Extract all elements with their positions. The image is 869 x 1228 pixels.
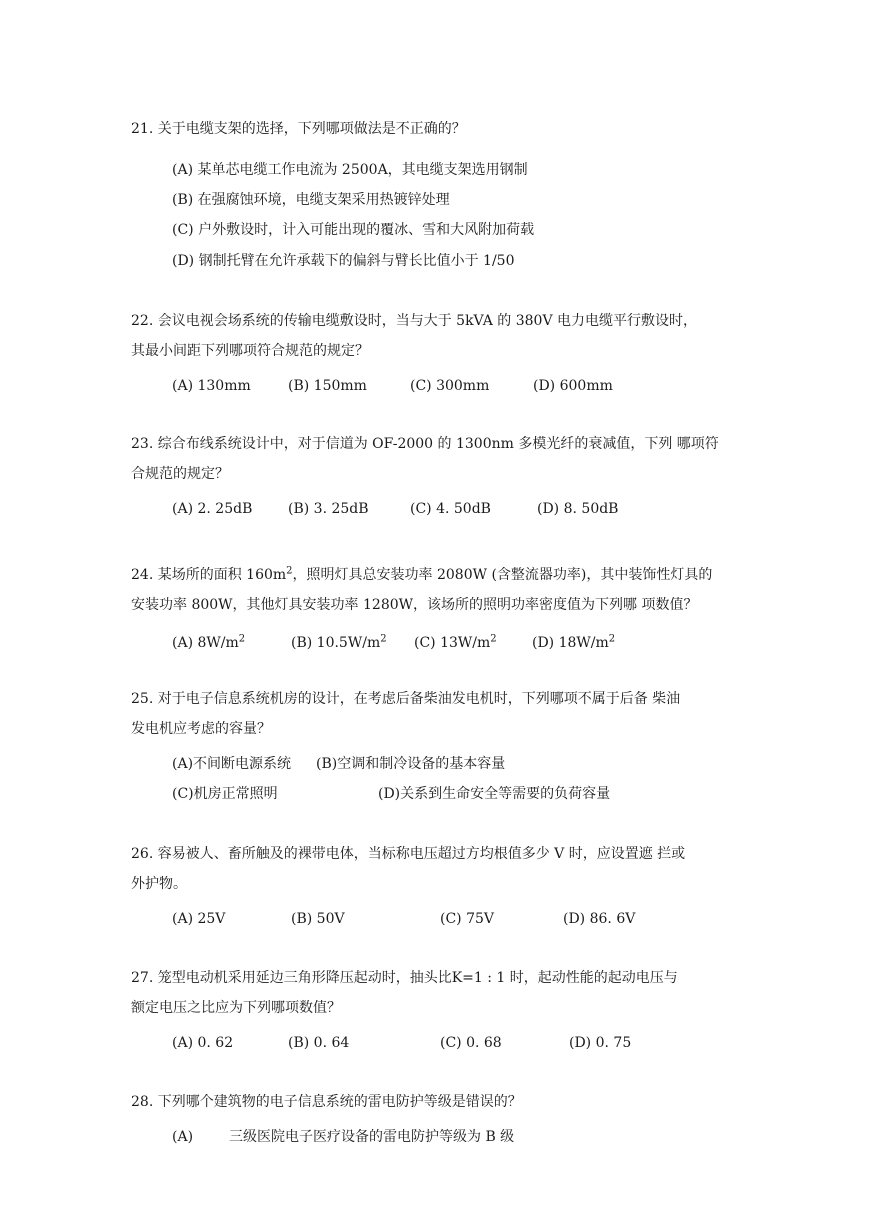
question-26-option-a: (A) 25V <box>172 911 226 927</box>
question-25-option-c: (C)机房正常照明 <box>172 786 278 802</box>
question-25-stem-line2: 发电机应考虑的容量？ <box>131 721 271 737</box>
question-27-option-c: (C) 0. 68 <box>440 1035 502 1051</box>
question-27-option-b: (B) 0. 64 <box>288 1035 350 1051</box>
question-26-option-b: (B) 50V <box>291 911 345 927</box>
question-26-stem-line1: 26. 容易被人、畜所触及的裸带电体，当标称电压超过方均根值多少 V 时，应设置遮 拦或 <box>131 846 686 862</box>
question-24-option-a: (A) $8W/m^2$ <box>172 633 246 651</box>
question-23-option-a: (A) 2. 25dB <box>172 501 253 517</box>
question-22-stem-line2: 其最小间距下列哪项符合规范的规定？ <box>131 343 369 359</box>
question-26-stem-line2: 外护物。 <box>131 876 187 892</box>
question-23-option-c: (C) 4. 50dB <box>410 501 491 517</box>
question-25-option-a: (A)不间断电源系统 <box>172 756 292 772</box>
question-26-option-c: (C) 75V <box>440 911 495 927</box>
question-24-option-c: (C) $13W/m^2$ <box>414 633 497 651</box>
question-22-option-b: (B) 150mm <box>288 378 367 394</box>
question-22-option-a: (A) 130mm <box>172 378 251 394</box>
question-24-stem-part-a: 24. 某场所的面积 160m <box>131 567 287 583</box>
question-25-option-b: (B)空调和制冷设备的基本容量 <box>316 756 506 772</box>
question-28-option-a-text: 三级医院电子医疗设备的雷电防护等级为 B 级 <box>229 1129 515 1145</box>
question-21-option-d: (D) 钢制托臂在允许承载下的偏斜与臂长比值小于 1/50 <box>172 253 515 269</box>
question-28-option-a-label: (A) <box>172 1129 194 1145</box>
question-26-option-d: (D) 86. 6V <box>563 911 636 927</box>
question-21-stem: 21. 关于电缆支架的选择，下列哪项做法是不正确的？ <box>131 121 466 137</box>
question-25-option-d: (D)关系到生命安全等需要的负荷容量 <box>378 786 611 802</box>
question-23-stem-line2: 合规范的规定？ <box>131 466 229 482</box>
question-28-stem: 28. 下列哪个建筑物的电子信息系统的雷电防护等级是错误的？ <box>131 1094 522 1110</box>
question-23-option-d: (D) 8. 50dB <box>537 501 619 517</box>
question-27-option-a: (A) 0. 62 <box>172 1035 234 1051</box>
question-27-stem-line1: 27. 笼型电动机采用延边三角形降压起动时，抽头比K=1 : 1 时，起动性能的起动电压与 <box>131 970 678 986</box>
question-24-stem-line1 <box>131 566 712 584</box>
question-25-stem-line1: 25. 对于电子信息系统机房的设计，在考虑后备柴油发电机时，下列哪项不属于后备 柴油 <box>131 691 681 707</box>
question-24-stem-part-b: ，照明灯具总安装功率 2080W (含整流器功率)，其中装饰性灯具的 <box>292 567 713 583</box>
question-24-option-d: (D) $18W/m^2$ <box>532 633 616 651</box>
question-22-stem-line1: 22. 会议电视会场系统的传输电缆敷设时，当与大于 5kVA 的 380V 电力电缆平行敷设时， <box>131 313 698 329</box>
question-22-option-c: (C) 300mm <box>410 378 490 394</box>
question-24-option-b: (B) $10.5W/m^2$ <box>291 633 387 651</box>
superscript-2: 2 <box>286 565 293 577</box>
question-21-option-b: (B) 在强腐蚀环境，电缆支架采用热镀锌处理 <box>172 192 450 208</box>
question-22-option-d: (D) 600mm <box>533 378 613 394</box>
question-21-option-c: (C) 户外敷设时，计入可能出现的覆冰、雪和大风附加荷载 <box>172 222 535 238</box>
question-27-stem-line2: 额定电压之比应为下列哪项数值？ <box>131 1000 341 1016</box>
question-23-option-b: (B) 3. 25dB <box>288 501 369 517</box>
question-21-option-a: (A) 某单芯电缆工作电流为 2500A，其电缆支架选用钢制 <box>172 162 528 178</box>
question-24-stem-line2: 安装功率 800W，其他灯具安装功率 1280W，该场所的照明功率密度值为下列哪 项数值？ <box>131 597 698 613</box>
question-27-option-d: (D) 0. 75 <box>569 1035 632 1051</box>
question-23-stem-line1: 23. 综合布线系统设计中，对于信道为 OF-2000 的 1300nm 多模光纤的衰减值，下列 哪项符 <box>131 436 719 452</box>
